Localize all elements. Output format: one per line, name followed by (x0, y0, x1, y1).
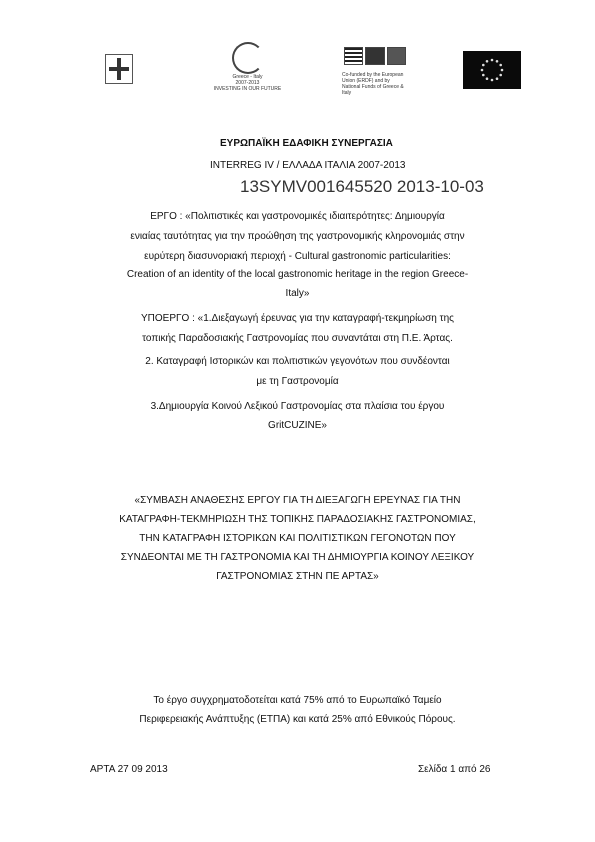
logo-text-3: INVESTING IN OUR FUTURE (213, 86, 282, 92)
cofunding-text: Co-funded by the European Union (ERDF) and by National Funds of Greece & Italy (342, 72, 404, 96)
contract-line-1: «ΣΥΜΒΑΣΗ ΑΝΑΘΕΣΗΣ ΕΡΓΟΥ ΓΙΑ ΤΗ ΔΙΕΞΑΓΩΓΗ ΕΡΕΥΝΑΣ ΓΙΑ ΤΗΝ (134, 495, 461, 506)
document-header-title: ΕΥΡΩΠΑΪΚΗ ΕΔΑΦΙΚΗ ΣΥΝΕΡΓΑΣΙΑ (220, 138, 393, 149)
contract-line-5: ΓΑΣΤΡΟΝΟΜΙΑΣ ΣΤΗΝ ΠΕ ΑΡΤΑΣ» (216, 571, 379, 582)
project-line-3: ευρύτερη διασυνοριακή περιοχή - Cultural gastronomic particularities: (144, 251, 451, 262)
page-number: Σελίδα 1 από 26 (418, 764, 491, 775)
program-line: INTERREG IV / ΕΛΛΑΔΑ ΙΤΑΛΙΑ 2007-2013 (210, 160, 406, 171)
logo-text-2: 2007-2013 (235, 80, 260, 86)
subproject-line-6: GritCUZINE» (268, 420, 327, 431)
footer-place-date: ΑΡΤΑ 27 09 2013 (90, 764, 168, 775)
contract-line-3: ΤΗΝ ΚΑΤΑΓΡΑΦΗ ΙΣΤΟΡΙΚΩΝ ΚΑΙ ΠΟΛΙΤΙΣΤΙΚΩΝ ΓΕΓΟΝΟΤΩΝ ΠΟΥ (139, 533, 456, 544)
project-line-2: ενιαίας ταυτότητας για την προώθηση της γαστρονομικής κληρονομιάς στην (130, 231, 465, 242)
subproject-line-3: 2. Καταγραφή Ιστορικών και πολιτιστικών γεγονότων που συνδέονται (145, 356, 450, 367)
contract-line-2: ΚΑΤΑΓΡΑΦΗ-ΤΕΚΜΗΡΙΩΣΗ ΤΗΣ ΤΟΠΙΚΗΣ ΠΑΡΑΔΟΣΙΑΚΗΣ ΓΑΣΤΡΟΝΟΜΙΑΣ, (119, 514, 476, 525)
subproject-line-2: τοπικής Παραδοσιακής Γαστρονομίας που συναντάται στη Π.Ε. Άρτας. (142, 333, 453, 344)
subproject-line-1: ΥΠΟΕΡΓΟ : «1.Διεξαγωγή έρευνας για την καταγραφή-τεκμηρίωση της (141, 313, 454, 324)
registry-stamp: 13SYMV001645520 2013-10-03 (240, 177, 484, 196)
project-line-4: Creation of an identity of the local gastronomic heritage in the region Greece- (126, 269, 469, 280)
project-line-1: ΕΡΓΟ : «Πολιτιστικές και γαστρονομικές ιδιαιτερότητες: Δημιουργία (150, 211, 445, 222)
eu-flag-logo (463, 51, 521, 89)
cofunding-flags-logo (344, 47, 406, 65)
project-line-5: Italy» (285, 288, 310, 299)
funding-line-2: Περιφερειακής Ανάπτυξης (ΕΤΠΑ) και κατά 25% από Εθνικούς Πόρους. (139, 714, 456, 725)
greece-italy-programme-logo (210, 42, 285, 104)
contract-line-4: ΣΥΝΔΕΟΝΤΑΙ ΜΕ ΤΗ ΓΑΣΤΡΟΝΟΜΙΑ ΚΑΙ ΤΗ ΔΗΜΙΟΥΡΓΙΑ ΚΟΙΝΟΥ ΛΕΞΙΚΟΥ (120, 552, 475, 563)
logo-text-1: Greece - Italy (232, 74, 263, 80)
greek-emblem-logo (105, 54, 133, 84)
funding-line-1: Το έργο συγχρηματοδοτείται κατά 75% από το Ευρωπαϊκό Ταμείο (153, 695, 442, 706)
subproject-line-4: με τη Γαστρονομία (256, 376, 339, 387)
subproject-line-5: 3.Δημιουργία Κοινού Λεξικού Γαστρονομίας στα πλαίσια του έργου (150, 401, 445, 412)
